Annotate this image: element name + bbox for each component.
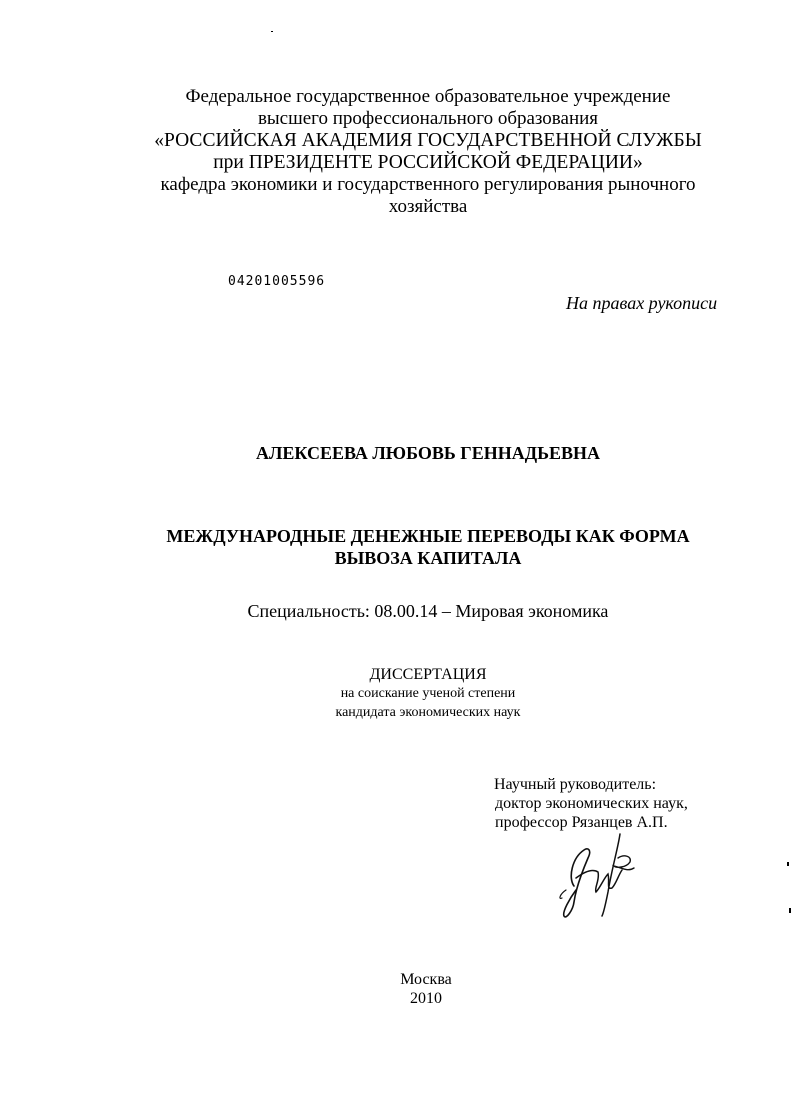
dissertation-purpose-line-1: на соискание ученой степени (340, 686, 516, 701)
institution-line-5: кафедра экономики и государственного регулирования рыночного (160, 174, 696, 195)
institution-line-1: Федеральное государственное образовательное учреждение (185, 86, 671, 107)
supervisor-label: Научный руководитель: (494, 776, 657, 793)
place-and-year (28, 970, 796, 1008)
title-line-2: ВЫВОЗА КАПИТАЛА (334, 548, 522, 568)
scan-speck (271, 31, 273, 32)
scan-speck (789, 908, 791, 913)
institution-line-6: хозяйства (388, 196, 468, 217)
rights-note: На правах рукописи (566, 293, 718, 313)
author-name: АЛЕКСЕЕВА ЛЮБОВЬ ГЕННАДЬЕВНА (255, 443, 601, 463)
scan-speck (787, 862, 789, 866)
dissertation-kind: ДИССЕРТАЦИЯ (369, 666, 487, 683)
dissertation-designation (30, 665, 796, 722)
supervisor-block (494, 775, 688, 832)
dissertation-title (30, 525, 796, 569)
specialty: Специальность: 08.00.14 – Мировая экономика (247, 601, 609, 621)
supervisor-degree: доктор экономических наук, (495, 795, 688, 812)
institution-header (30, 86, 796, 218)
signature-icon (552, 828, 652, 924)
dissertation-purpose-line-2: кандидата экономических наук (335, 705, 521, 720)
institution-line-2: высшего профессионального образования (257, 108, 599, 129)
library-stamp-number: 04201005596 (228, 274, 326, 289)
supervisor-name: профессор Рязанцев А.П. (495, 814, 668, 831)
institution-line-4: при ПРЕЗИДЕНТЕ РОССИЙСКОЙ ФЕДЕРАЦИИ» (213, 152, 643, 173)
year: 2010 (410, 990, 442, 1007)
institution-line-3: «РОССИЙСКАЯ АКАДЕМИЯ ГОСУДАРСТВЕННОЙ СЛУЖБЫ (154, 130, 702, 151)
city: Москва (400, 971, 452, 988)
title-line-1: МЕЖДУНАРОДНЫЕ ДЕНЕЖНЫЕ ПЕРЕВОДЫ КАК ФОРМА (166, 526, 690, 546)
